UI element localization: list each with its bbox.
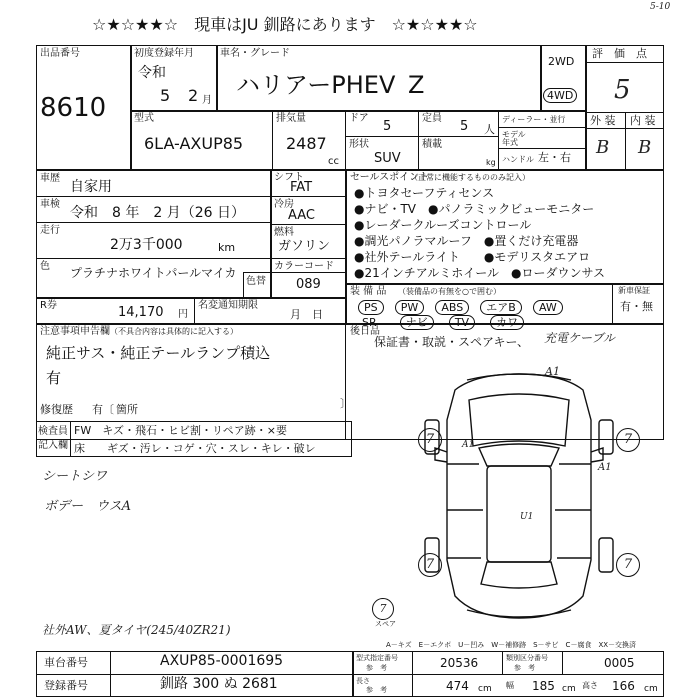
dealer-label: ディーラー・並行	[502, 115, 566, 124]
model-year-label: モデル年式	[502, 130, 526, 147]
inspector-row2: 床 ギズ・汚レ・コゲ・穴・スレ・キレ・破レ	[74, 442, 316, 455]
model-label: 型式	[134, 113, 154, 124]
inspection-label: 車検	[40, 199, 60, 210]
extras-handwritten: 充電ケーブル	[544, 331, 615, 345]
capacity-value: 5	[460, 119, 469, 134]
sales-list	[354, 185, 605, 281]
color-label: 色	[40, 261, 50, 272]
displacement-value: 2487	[286, 134, 327, 153]
equipment-note: （装備品の有無を○で囲む）	[398, 287, 501, 296]
reg-year: 5	[160, 86, 171, 105]
mileage-unit: km	[218, 241, 236, 254]
extras-label: 後日品	[350, 326, 380, 337]
equip-tv: TV	[449, 315, 475, 330]
dims-length-unit: cm	[478, 684, 492, 694]
exterior-value: B	[596, 137, 610, 158]
usage-label: 車歴	[40, 173, 60, 184]
drive-2wd: 2WD	[548, 55, 575, 68]
doors-label: ドア	[349, 113, 369, 124]
type-no-label: 型式指定番号	[356, 654, 398, 662]
warranty-label: 新車保証	[618, 286, 650, 295]
repair-value2: 箇所	[116, 403, 138, 416]
car-damage-diagram	[395, 360, 657, 640]
equip-ps: PS	[358, 300, 384, 315]
handle-value: 左・右	[538, 151, 571, 164]
sales-item: ●ナビ・TV ●パノラミックビューモニター	[354, 202, 595, 216]
notes-sublabel: （不具合内容は具体的に記入する）	[110, 327, 238, 336]
recycle-unit: 円	[178, 309, 188, 320]
tax-label: 名変通知期限	[198, 300, 258, 311]
score-value: 5	[614, 75, 631, 105]
mark-right: A1	[598, 462, 612, 473]
type-no-ref: 参 考	[366, 664, 387, 672]
equipment-label: 装 備 品	[350, 286, 387, 297]
inspector-label2: 記入欄	[38, 440, 68, 451]
tyre-fr: 7	[616, 428, 640, 452]
dims-width: 185	[532, 679, 555, 693]
class-no-value: 0005	[604, 656, 635, 670]
dims-width-unit: cm	[562, 684, 576, 694]
class-no-ref: 参 考	[514, 664, 535, 672]
tax-value: 月 日	[290, 308, 323, 321]
dims-length-label: 長さ	[356, 677, 370, 685]
model-value: 6LA-AXUP85	[144, 134, 244, 153]
spare-label: スペア	[375, 620, 396, 628]
equip-pw: PW	[395, 300, 425, 315]
reg-label: 初度登録年月	[134, 48, 194, 59]
capacity-unit: 人	[484, 123, 495, 136]
plate-label: 登録番号	[44, 679, 88, 692]
ac-label: 冷房	[274, 199, 294, 210]
banner: ☆★☆★★☆ 現車はJU 釧路にあります ☆★☆★★☆	[92, 15, 478, 34]
sales-item: ●調光パノラマルーフ ●置くだけ充電器	[354, 234, 579, 248]
dims-length: 474	[446, 679, 469, 693]
warranty-value: 有・無	[620, 300, 653, 313]
interior-label: 内 装	[630, 114, 656, 127]
mileage-label: 走行	[40, 225, 60, 236]
plate-value: 釧路 300 ぬ 2681	[160, 676, 278, 692]
dims-height-unit: cm	[644, 684, 658, 694]
displacement-label: 排気量	[276, 113, 306, 124]
car-label: 車名・グレード	[220, 48, 290, 59]
shift-value: FAT	[290, 180, 313, 195]
notes-text1: 純正サス・純正テールランプ積込	[46, 344, 271, 362]
notes-text2: 有	[46, 369, 62, 387]
mark-center: U1	[520, 512, 534, 522]
dims-width-label: 幅	[506, 681, 514, 690]
type-no-value: 20536	[440, 656, 479, 670]
dims-height: 166	[612, 679, 635, 693]
score-label: 評 価 点	[592, 47, 647, 60]
mark-front: A1	[545, 365, 560, 378]
equip-airbag: エアB	[480, 300, 522, 315]
corner-mark: 5-10	[650, 2, 671, 12]
dims-height-label: 高さ	[582, 681, 598, 690]
sales-label: セールスポイント	[350, 172, 430, 183]
spare-tyre-icon: 7	[372, 598, 394, 620]
capacity-label: 定員	[422, 113, 442, 124]
notes-label: 注意事項申告欄	[40, 326, 110, 337]
reg-month-unit: 月	[202, 95, 212, 106]
chassis-value: AXUP85-0001695	[160, 653, 284, 669]
extras-value: 保証書・取説・スペアキー、	[374, 335, 530, 349]
exterior-label: 外 装	[590, 114, 616, 127]
colorcode-label: カラーコード	[274, 261, 334, 272]
shape-label: 形状	[349, 139, 369, 150]
shift-label: シフト	[274, 172, 304, 183]
sales-item: ●トヨタセーフティセンス	[354, 186, 495, 200]
inspector-row1: FW キズ・飛石・ヒビ割・リペア跡・×要	[74, 424, 287, 437]
inspector-label1: 検査員	[38, 426, 68, 437]
mileage-value: 2万3千000	[110, 237, 183, 253]
recycle-value: 14,170	[118, 305, 164, 320]
class-no-label: 類別区分番号	[506, 654, 548, 662]
tyre-fl: 7	[418, 428, 442, 452]
equip-aw: AW	[533, 300, 563, 315]
mark-left: A1	[462, 440, 475, 450]
usage-value: 自家用	[70, 179, 112, 195]
equip-navi: ナビ	[400, 315, 434, 330]
sales-item: ●21インチアルミホイール ●ローダウンサス	[354, 266, 606, 280]
chassis-label: 車台番号	[44, 656, 88, 669]
lot-number: 8610	[40, 93, 107, 123]
ac-value: AAC	[288, 208, 315, 223]
drive-4wd: 4WD	[543, 88, 577, 103]
car-name: ハリアーPHEV	[236, 71, 396, 99]
displacement-unit: cc	[328, 156, 339, 167]
colorcode-value: 089	[296, 277, 321, 292]
inspection-value: 令和 8 年 2 月（26 日）	[70, 205, 245, 221]
sales-item: ●レーダークルーズコントロール	[354, 218, 532, 232]
color-value: プラチナホワイトパールマイカ	[70, 266, 237, 280]
repair-value: 有〔	[92, 403, 114, 416]
sales-note: （正常に機能するもののみ記入）	[410, 173, 530, 182]
fuel-value: ガソリン	[278, 239, 331, 254]
cargo-label: 積載	[422, 139, 442, 150]
interior-value: B	[638, 137, 652, 158]
car-grade: Z	[408, 71, 425, 99]
tyre-rl: 7	[418, 553, 442, 577]
repair-label: 修復歴	[40, 403, 73, 416]
cargo-unit: kg	[486, 158, 496, 167]
inspector-hand1: シートシワ	[42, 469, 108, 484]
reg-month: 2	[188, 86, 199, 105]
tyre-rr: 7	[616, 553, 640, 577]
damage-legend: A－キズ E－エクボ U－凹み W－補修跡 S－サビ C－腐食 XX－交換済	[386, 641, 637, 649]
equip-abs: ABS	[435, 300, 469, 315]
lot-label: 出品番号	[40, 48, 80, 59]
doors-value: 5	[383, 119, 392, 134]
fuel-label: 燃料	[274, 227, 294, 238]
color-code-label: 色替	[246, 276, 266, 287]
reg-era: 令和	[138, 65, 166, 81]
repair-end: 〕	[340, 397, 351, 410]
sales-item: ●社外テールライト ●モデリスタエアロ	[354, 250, 591, 264]
recycle-label: R券	[40, 300, 57, 311]
equip-row2	[362, 311, 524, 330]
inspector-hand2: ボデー ウスA	[44, 499, 131, 514]
equip-leather: カワ	[490, 315, 524, 330]
bottom-note: 社外AW、夏タイヤ(245/40ZR21)	[42, 623, 231, 637]
handle-label: ハンドル	[502, 155, 534, 164]
equip-sr: SR	[362, 316, 377, 329]
shape-value: SUV	[374, 151, 401, 166]
dims-ref: 参 考	[366, 686, 387, 694]
